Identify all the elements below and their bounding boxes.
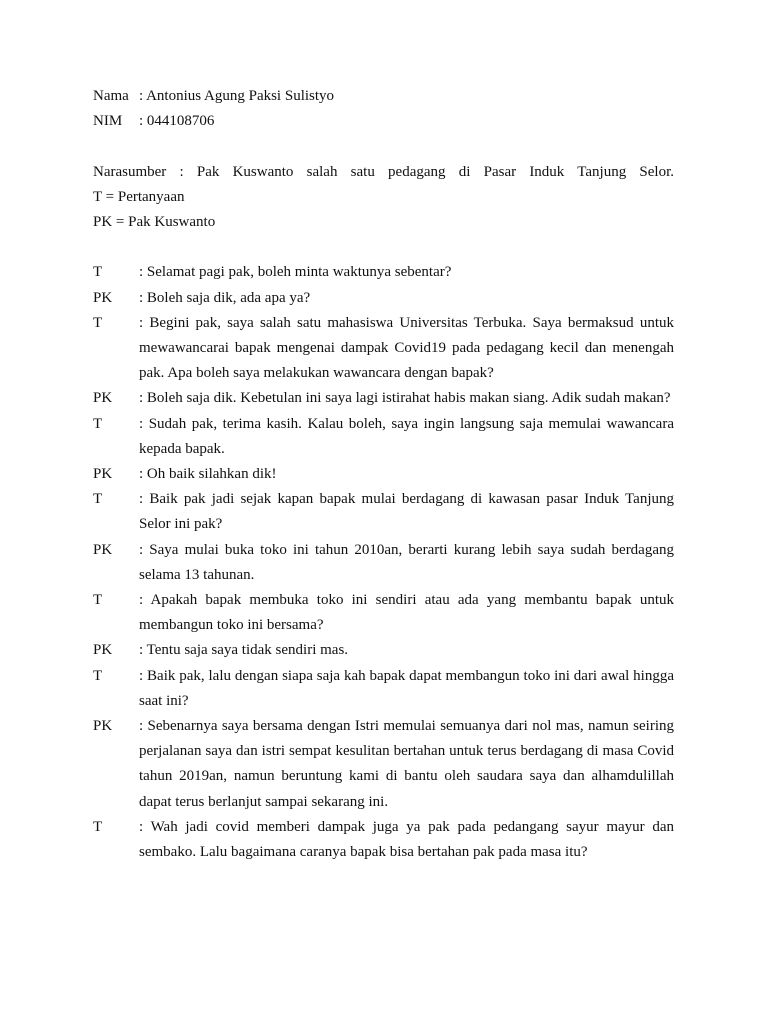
dialogue-text: : Apakah bapak membuka toko ini sendiri atau ada yang membantu bapak untuk membangun toko ini bersama? — [139, 592, 674, 634]
speaker-label: PK — [93, 390, 113, 407]
dialogue-row — [93, 638, 674, 663]
dialogue-text: : Sebenarnya saya bersama dengan Istri memulai semuanya dari nol mas, namun seiring perjalanan saya dan istri sempat kesulitan bertahan untuk terus berdagang di masa Covid tahun 2019an, namun beruntung kami di bantu oleh saudara saya dan alhamdulillah dapat terus berlanjut sampai sekarang ini. — [139, 718, 674, 810]
speaker-label: T — [93, 818, 103, 835]
dialogue-row — [93, 487, 674, 537]
speaker-label: PK — [93, 289, 113, 306]
dialogue-row — [93, 311, 674, 387]
spacer — [93, 134, 674, 159]
speaker-label: T — [93, 264, 103, 281]
dialogue-row — [93, 538, 674, 588]
dialogue-row — [93, 286, 674, 311]
dialogue-text: : Sudah pak, terima kasih. Kalau boleh, saya ingin langsung saja memulai wawancara kepada bapak. — [139, 415, 674, 457]
dialogue-row — [93, 260, 674, 285]
nim-value: : 044108706 — [139, 113, 215, 130]
dialogue-row — [93, 412, 674, 462]
speaker-label: T — [93, 415, 103, 432]
speaker-label: PK — [93, 718, 113, 735]
speaker-label: PK — [93, 466, 113, 483]
dialogue-row — [93, 664, 674, 714]
dialogue-text: : Oh baik silahkan dik! — [139, 466, 277, 483]
dialogue-text: : Tentu saja saya tidak sendiri mas. — [139, 642, 349, 659]
spacer — [93, 235, 674, 260]
speaker-label: T — [93, 491, 103, 508]
dialogue-row-full — [93, 386, 674, 411]
speaker-label: T — [93, 667, 103, 684]
name-row — [93, 84, 674, 109]
narasumber-line: Narasumber : Pak Kuswanto salah satu pedagang di Pasar Induk Tanjung Selor. — [93, 163, 674, 180]
document-page — [93, 84, 674, 865]
dialogue-text: : Saya mulai buka toko ini tahun 2010an, berarti kurang lebih saya sudah berdagang selama 13 tahunan. — [139, 541, 674, 583]
dialogue-row — [93, 714, 674, 815]
dialogue-text: : Baik pak, lalu dengan siapa saja kah bapak dapat membangun toko ini dari awal hingga saat ini? — [139, 667, 674, 709]
dialogue-text: : Boleh saja dik, ada apa ya? — [139, 289, 311, 306]
nim-row — [93, 109, 674, 134]
dialogue-text: : Begini pak, saya salah satu mahasiswa Universitas Terbuka. Saya bermaksud untuk mewawancarai bapak mengenai dampak Covid19 pada pedagang kecil dan menengah pak. Apa boleh saya melakukan wawancara dengan bapak? — [139, 314, 674, 382]
legend-t: T = Pertanyaan — [93, 188, 185, 205]
nim-label: NIM — [93, 113, 123, 130]
dialogue-text: : Wah jadi covid memberi dampak juga ya pak pada pedangang sayur mayur dan sembako. Lalu bagaimana caranya bapak bisa bertahan pak pada masa itu? — [139, 818, 674, 861]
dialogue-text: : Baik pak jadi sejak kapan bapak mulai berdagang di kawasan pasar Induk Tanjung Selor ini pak? — [139, 491, 674, 533]
legend-pk: PK = Pak Kuswanto — [93, 214, 216, 230]
speaker-label: PK — [93, 541, 113, 558]
speaker-label: T — [93, 314, 103, 331]
dialogue-text: : Selamat pagi pak, boleh minta waktunya sebentar? — [139, 264, 452, 281]
speaker-label: PK — [93, 642, 113, 659]
name-value: : Antonius Agung Paksi Sulistyo — [139, 88, 335, 104]
dialogue-text: : Boleh saja dik. Kebetulan ini saya lagi istirahat habis makan siang. Adik sudah makan? — [139, 390, 671, 407]
dialogue-row — [93, 588, 674, 638]
name-label: Nama — [93, 88, 129, 104]
speaker-label: T — [93, 592, 103, 609]
dialogue-row — [93, 462, 674, 487]
dialogue-row — [93, 815, 674, 865]
